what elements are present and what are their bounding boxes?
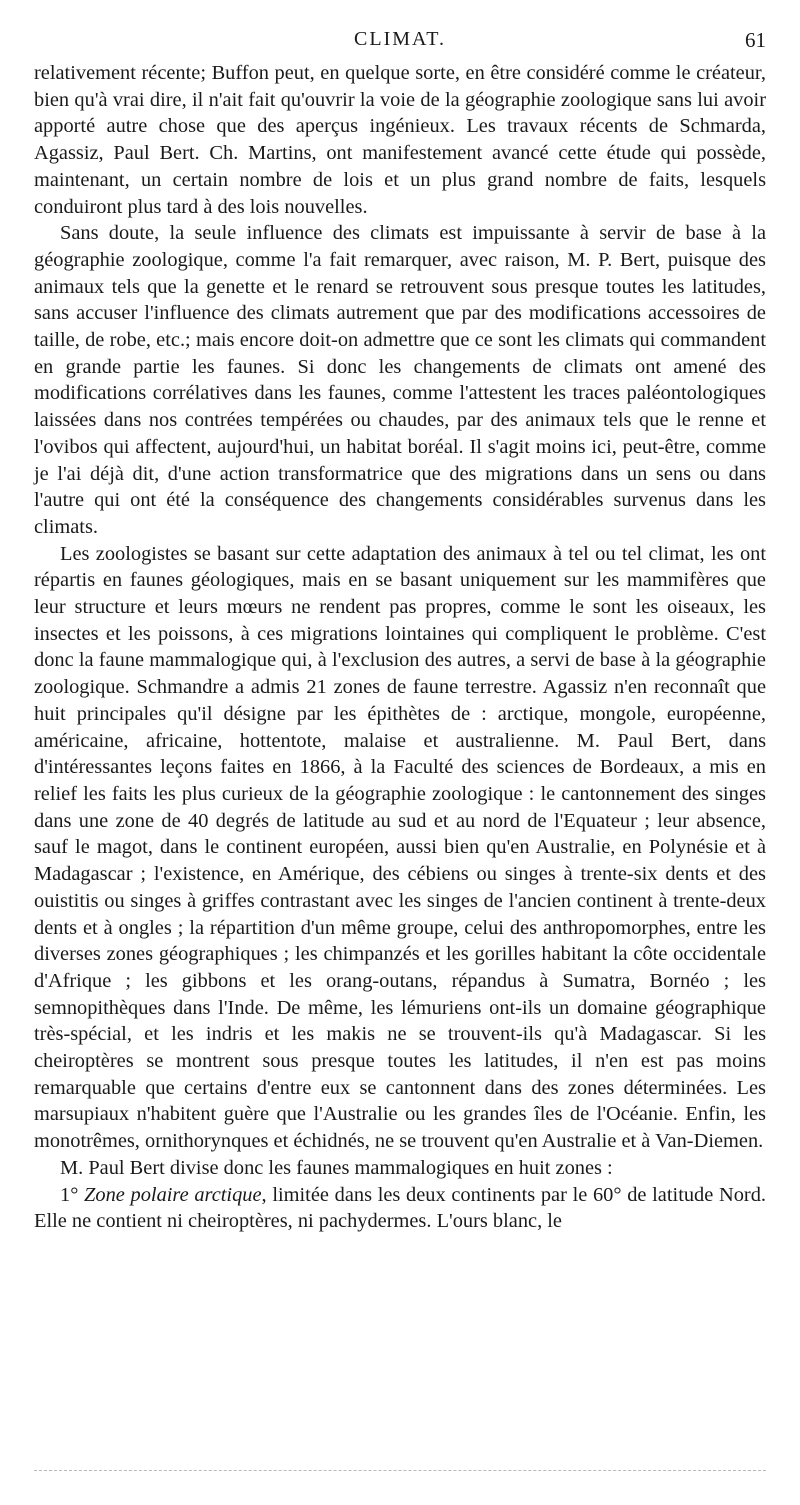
- zone-title: Zone polaire arctique: [84, 1183, 262, 1206]
- running-title: CLIMAT.: [354, 28, 446, 50]
- paragraph: Les zoologistes se basant sur cette adaptation des animaux à tel ou tel climat, les ont répartis en faunes géologiques, mais en se basant uniquement sur les mammifères que leur structure et leurs mœurs ne rendent pas propres, comme le sont les oiseaux, les insectes et les poissons, à ces migrations lointaines qui compliquent le problème. C'est donc la faune mammalogique qui, à l'exclusion des autres, a servi de base à la géographie zoologique. Schmandre a admis 21 zones de faune terrestre. Agassiz n'en reconnaît que huit principales qu'il désigne par les épithètes de : arctique, mongole, européenne, américaine, africaine, hottentote, malaise et australienne. M. Paul Bert, dans d'intéressantes leçons faites en 1866, à la Faculté des sciences de Bordeaux, a mis en relief les faits les plus curieux de la géographie zoologique : le cantonnement des singes dans une zone de 40 degrés de latitude au sud et au nord de l'Equateur ; leur absence, sauf le magot, dans le continent européen, aussi bien qu'en Australie, en Polynésie et à Madagascar ; l'existence, en Amérique, des cébiens ou singes à trente-six dents et des ouistitis ou singes à griffes contrastant avec les singes de l'ancien continent à trente-deux dents et à ongles ; la répartition d'un même groupe, celui des anthropomorphes, entre les diverses zones géographiques ; les chimpanzés et les gorilles habitant la côte occidentale d'Afrique ; les gibbons et les orang-outans, répandus à Sumatra, Bornéo ; les semnopithèques dans l'Inde. De même, les lémuriens ont-ils un domaine géographique très-spécial, et les indris et les makis ne se trouvent-ils qu'à Madagascar. Si les cheiroptères se montrent sous presque toutes les latitudes, il n'en est pas moins remarquable que certains d'entre eux se cantonnent dans des zones déterminées. Les marsupiaux n'habitent guère que l'Australie ou les grandes îles de l'Océanie. Enfin, les monotrêmes, ornithorynques et échidnés, ne se trouvent qu'en Australie et à Van-Diemen.: [34, 542, 766, 1153]
- page-number: 61: [745, 28, 766, 52]
- paragraph: M. Paul Bert divise donc les faunes mammalogiques en huit zones :: [60, 1156, 613, 1179]
- paragraph: Sans doute, la seule influence des climats est impuissante à servir de base à la géographie zoologique, comme l'a fait remarquer, avec raison, M. P. Bert, puisque des animaux tels que la genette et le renard se retrouvent sous presque toutes les latitudes, sans accuser l'influence des climats autrement que par des modifications accessoires de taille, de robe, etc.; mais encore doit-on admettre que ce sont les climats qui commandent en grande partie les faunes. Si donc les changements de climats ont amené des modifications corrélatives dans les faunes, comme l'attestent les traces paléontologiques laissées dans nos contrées tempérées ou chaudes, par des animaux tels que le renne et l'ovibos qui affectent, aujourd'hui, un habitat boréal. Il s'agit moins ici, peut-être, comme je l'ai déjà dit, d'une action transformatrice que des migrations dans un sens ou dans l'autre qui ont été la conséquence des changements considérables survenus dans les climats.: [34, 222, 766, 538]
- zone-text: , limitée dans les deux continents par le 60° de latitude Nord. Elle ne contient ni cheiroptères, ni pachydermes. L'ours blanc, le: [34, 1183, 766, 1233]
- paragraph: relativement récente; Buffon peut, en quelque sorte, en être considéré comme le créateur, bien qu'à vrai dire, il n'ait fait qu'ouvrir la voie de la géographie zoologique sans lui avoir apporté autre chose que des aperçus ingénieux. Les travaux récents de Schmarda, Agassiz, Paul Bert. Ch. Martins, ont manifestement avancé cette étude qui possède, maintenant, un certain nombre de lois et un plus grand nombre de faits, lesquels conduiront plus tard à des lois nouvelles.: [34, 62, 766, 218]
- zone-paragraph: [34, 1182, 766, 1235]
- page-header: [34, 28, 766, 58]
- scan-bleed-through: [34, 1470, 766, 1471]
- zone-number: 1°: [60, 1183, 79, 1206]
- body-text: [34, 60, 766, 1235]
